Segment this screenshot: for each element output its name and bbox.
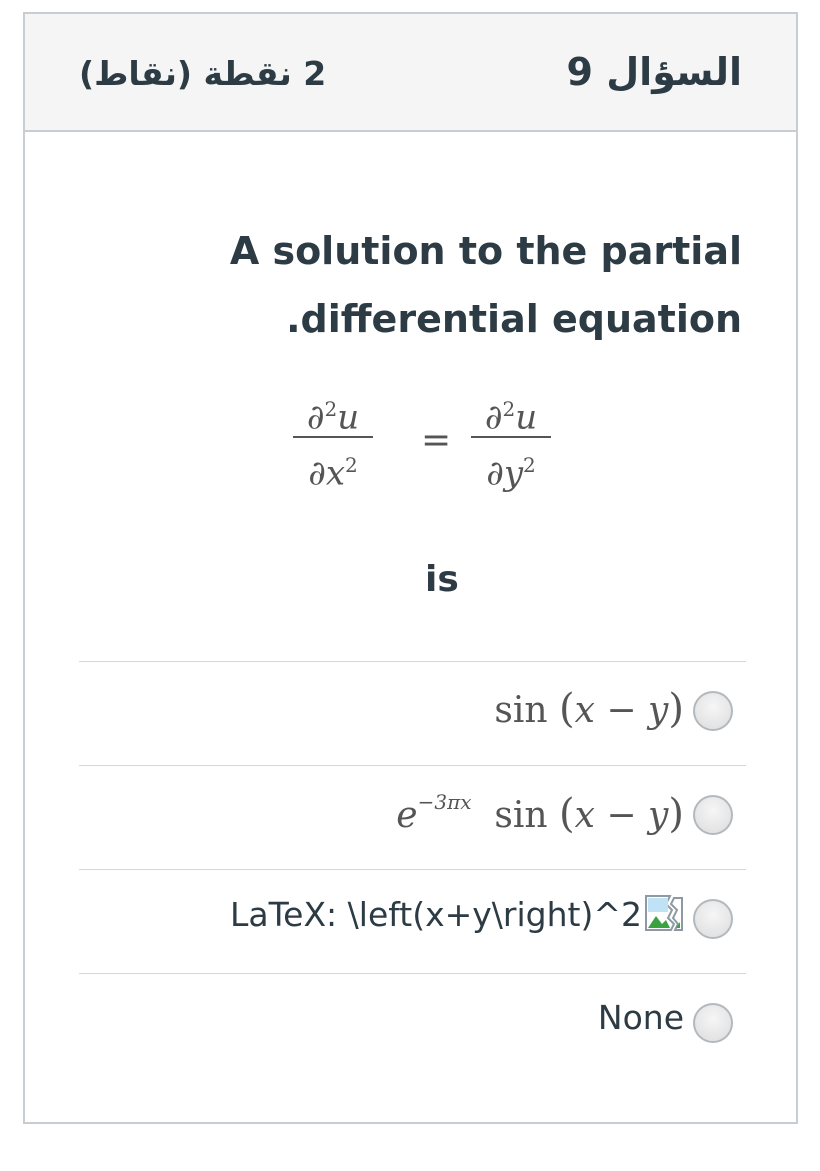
none-text: None [597,998,684,1037]
option-4-radio[interactable] [693,1003,733,1043]
pde-equation [293,384,563,514]
option-2-radio[interactable] [693,795,733,835]
variable-y: y [648,795,669,836]
answer-option-2[interactable] [79,765,746,869]
sin-function: sin [494,795,548,836]
option-2-math [396,790,684,837]
option-4-label [598,998,684,1037]
equals-sign: = [421,420,452,461]
variable-x: x [574,795,595,836]
question-header [25,14,796,132]
partial-symbol: ∂ [486,453,504,494]
exponent: 2 [523,453,536,477]
variable: x [325,453,346,494]
close-paren: ) [668,686,684,732]
prompt-line-2: .differential equation [286,297,742,341]
question-points: 2 نقطة (نقاط) [79,54,327,93]
fraction-bar [293,436,373,438]
answer-option-4[interactable] [79,973,746,1077]
option-1-radio[interactable] [693,691,733,731]
exponent: 2 [324,397,338,421]
fraction-bar [471,436,551,438]
exponent: −3πx [417,790,472,814]
prompt-line-1: A solution to the partial [229,229,742,273]
lhs-fraction [293,384,373,494]
close-paren: ) [668,791,684,837]
variable: u [515,397,538,438]
sin-function: sin [494,690,548,731]
variable-x: x [574,690,595,731]
minus-sign: − [606,795,637,836]
option-3-label [230,894,684,934]
partial-symbol: ∂ [306,397,325,438]
partial-symbol: ∂ [308,453,326,494]
lhs-denominator [293,440,373,494]
open-paren: ( [559,791,575,837]
rhs-numerator [471,384,551,438]
rhs-denominator [471,440,551,494]
partial-symbol: ∂ [484,397,503,438]
lhs-numerator [293,384,373,438]
question-prompt [182,217,742,353]
variable: y [503,453,524,494]
rhs-fraction [471,384,551,494]
euler-base: e [396,795,418,836]
latex-fallback-text: LaTeX: \left(x+y\right)^2 [229,895,642,934]
answer-option-3[interactable] [79,869,746,973]
exponent: 2 [345,453,358,477]
broken-image-icon [644,894,684,932]
is-word: is [425,559,459,600]
variable: u [337,397,360,438]
question-title: السؤال 9 [566,50,742,94]
variable-y: y [648,690,669,731]
exponent: 2 [502,397,516,421]
minus-sign: − [606,690,637,731]
open-paren: ( [559,686,575,732]
answer-option-1[interactable] [79,661,746,765]
option-3-radio[interactable] [693,899,733,939]
option-1-math [494,686,684,732]
question-card [23,12,798,1124]
